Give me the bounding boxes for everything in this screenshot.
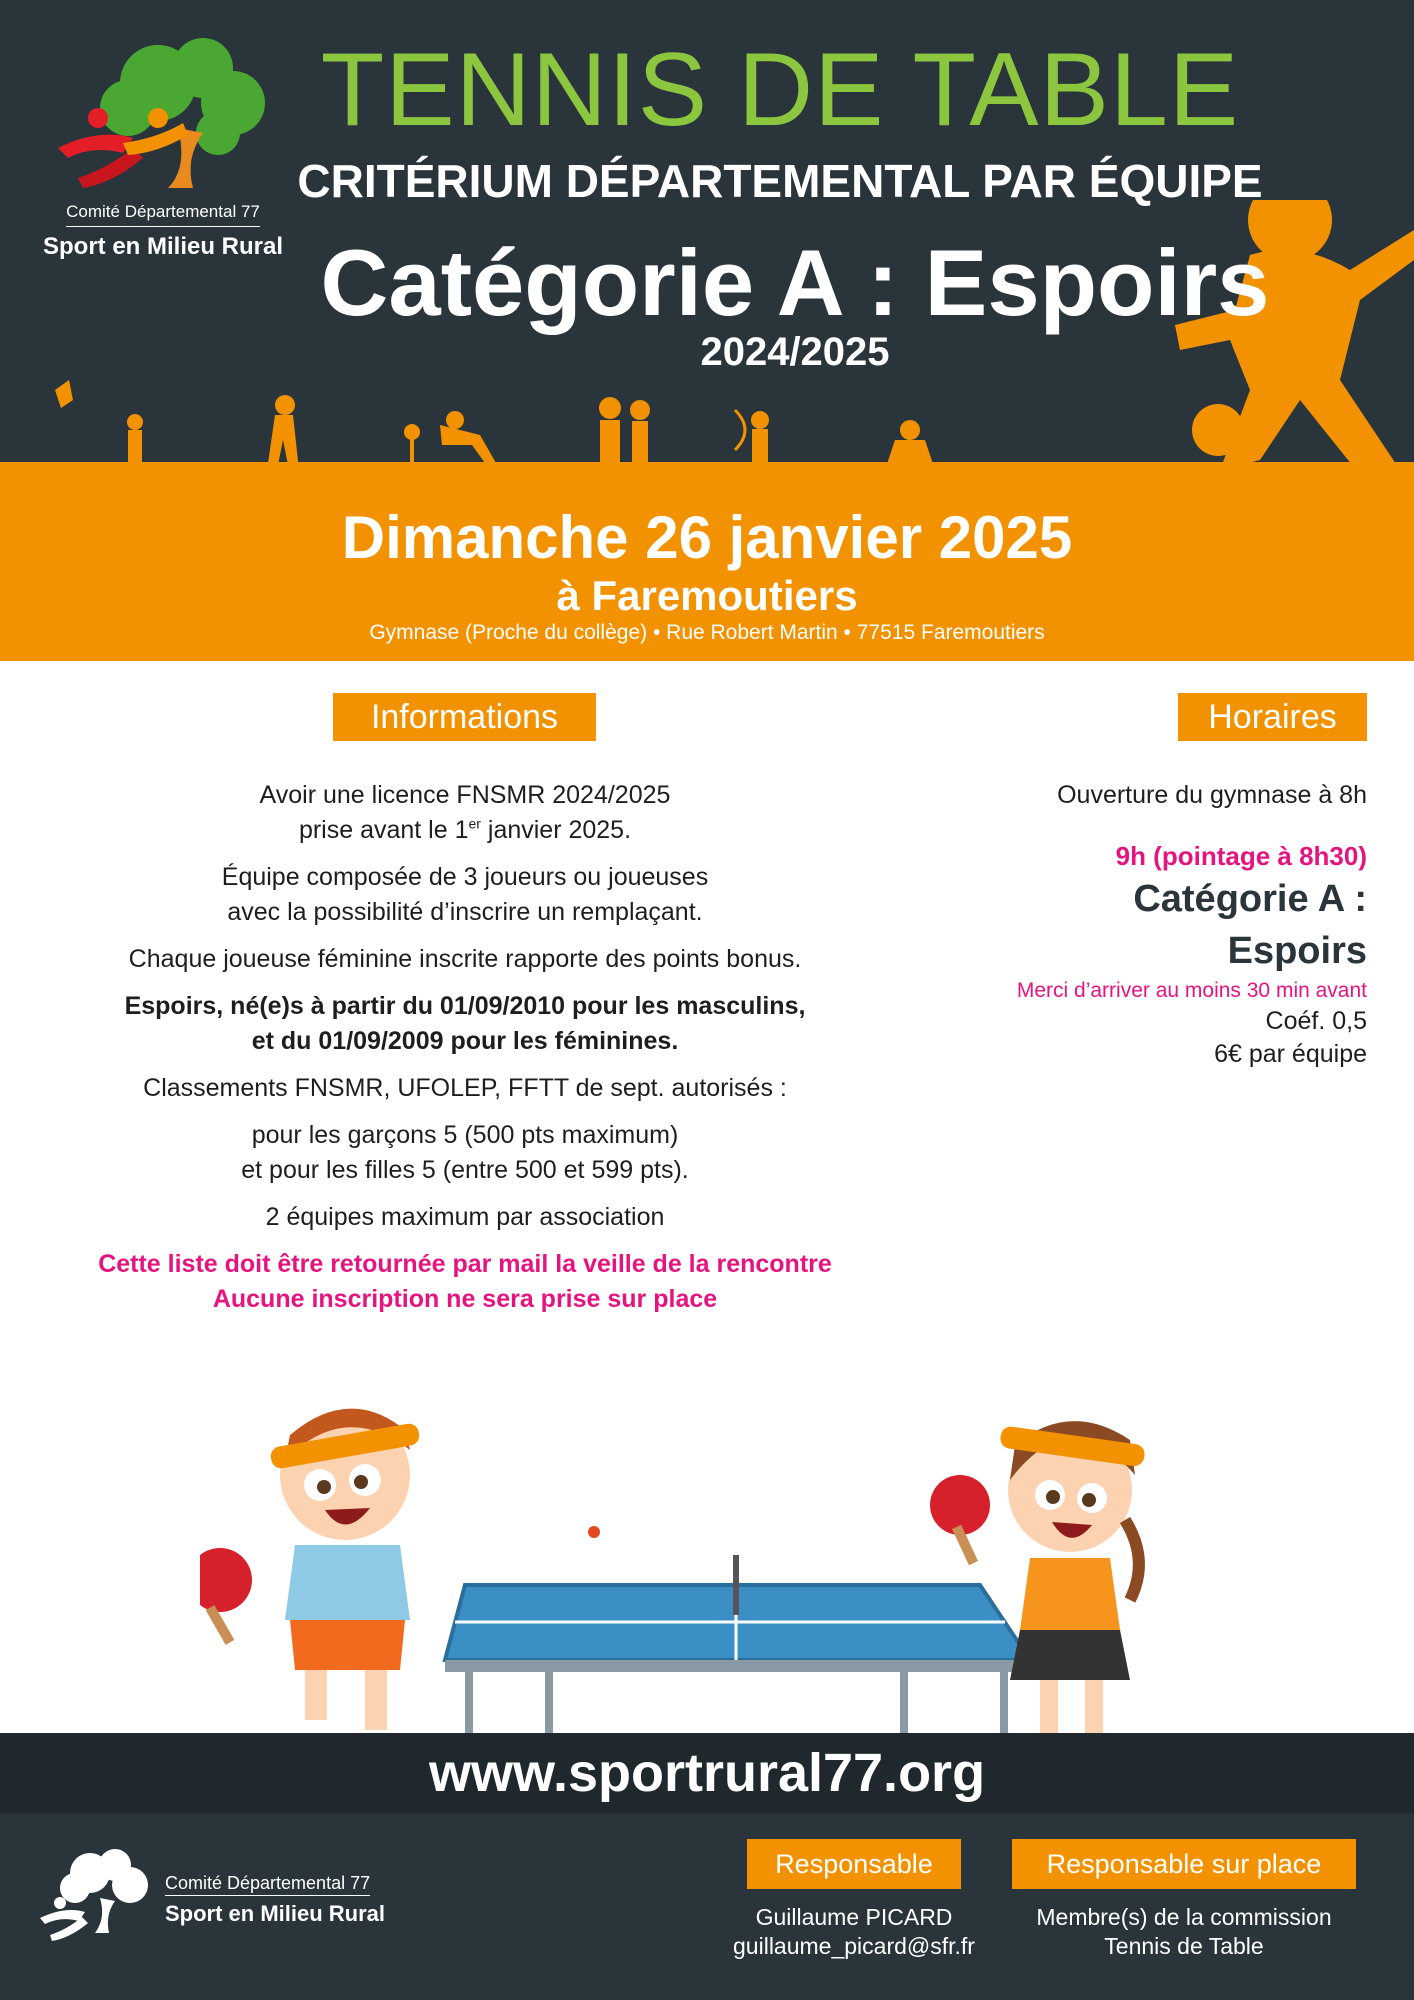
licence-line-2b: janvier 2025. xyxy=(480,816,632,844)
max-teams-rule: 2 équipes maximum par association xyxy=(265,1203,665,1231)
onsite-responsable-label: Responsable sur place xyxy=(1012,1839,1356,1889)
horaires-heading: Horaires xyxy=(1178,693,1367,741)
responsable-contact xyxy=(704,1903,1004,1961)
age-eligibility xyxy=(30,989,900,1059)
warning-line-2: Aucune inscription ne sera prise sur place xyxy=(212,1285,718,1313)
website-link[interactable]: www.sportrural77.org xyxy=(428,1743,986,1803)
footer-committee-logo xyxy=(30,1843,410,1963)
age-line-2: et du 01/09/2009 pour les féminines. xyxy=(251,1027,679,1055)
footer-logo-divider xyxy=(165,1895,370,1896)
licence-line-2-sup: er xyxy=(468,815,481,832)
team-line-1: Équipe composée de 3 joueurs ou joueuses xyxy=(221,863,709,891)
event-date: Dimanche 26 janvier 2025 xyxy=(341,504,1073,571)
footer-logo-committee-line: Comité Départemental 77 xyxy=(165,1873,371,1893)
responsable-email-link[interactable]: guillaume_picard@sfr.fr xyxy=(733,1933,975,1959)
tree-athletes-logo-icon xyxy=(28,28,298,198)
bonus-points-rule: Chaque joueuse féminine inscrite rapporte des points bonus. xyxy=(128,945,802,973)
onsite-line-1: Membre(s) de la commission xyxy=(1036,1904,1332,1930)
informations-section xyxy=(30,778,900,1329)
event-address: Gymnase (Proche du collège) • Rue Robert Martin • 77515 Faremoutiers xyxy=(369,621,1045,644)
team-composition xyxy=(30,860,900,930)
rankings-rule: Classements FNSMR, UFOLEP, FFTT de sept. autorisés : xyxy=(143,1074,787,1102)
price-per-team: 6€ par équipe xyxy=(1214,1040,1367,1068)
event-town: à Faremoutiers xyxy=(556,572,858,619)
age-line-1: Espoirs, né(e)s à partir du 01/09/2010 pour les masculins, xyxy=(124,992,806,1020)
committee-logo xyxy=(28,28,298,268)
gym-opening-time: Ouverture du gymnase à 8h xyxy=(1057,781,1367,809)
category-title: Catégorie A : Espoirs xyxy=(320,230,1270,335)
team-line-2: avec la possibilité d’inscrire un remplaçant. xyxy=(227,898,703,926)
schedule-category-line-2: Espoirs xyxy=(1227,930,1367,972)
kids-playing-table-tennis-illustration xyxy=(200,1380,1220,1735)
competition-subtitle: CRITÉRIUM DÉPARTEMENTAL PAR ÉQUIPE xyxy=(297,155,1263,207)
boys-limit: pour les garçons 5 (500 pts maximum) xyxy=(251,1121,679,1149)
logo-committee-line: Comité Départemental 77 xyxy=(66,202,260,221)
responsable-label: Responsable xyxy=(747,1839,961,1889)
schedule-category xyxy=(900,873,1367,977)
registration-warning xyxy=(30,1247,900,1317)
girls-limit: et pour les filles 5 (entre 500 et 599 pts). xyxy=(241,1156,689,1184)
tree-athletes-logo-white-icon xyxy=(30,1843,160,1943)
logo-organization-name: Sport en Milieu Rural xyxy=(42,233,284,260)
header-banner xyxy=(0,0,1414,478)
arrival-note: Merci d’arriver au moins 30 min avant xyxy=(1016,979,1367,1002)
informations-heading: Informations xyxy=(333,693,596,741)
schedule-category-line-1: Catégorie A : xyxy=(1133,878,1367,920)
footer xyxy=(0,1813,1414,2000)
points-limits xyxy=(30,1118,900,1188)
footer-logo-organization-name: Sport en Milieu Rural xyxy=(165,1901,386,1926)
page-title: TENNIS DE TABLE xyxy=(320,32,1240,148)
onsite-responsable-info xyxy=(1012,1903,1356,1961)
licence-line-1: Avoir une licence FNSMR 2024/2025 xyxy=(259,781,671,809)
start-time: 9h (pointage à 8h30) xyxy=(1115,841,1367,871)
event-date-band xyxy=(0,478,1414,661)
licence-line-2a: prise avant le 1 xyxy=(298,816,469,844)
responsable-name: Guillaume PICARD xyxy=(755,1904,953,1930)
horaires-section xyxy=(900,778,1367,1071)
coefficient: Coéf. 0,5 xyxy=(1265,1007,1367,1035)
licence-requirement xyxy=(30,778,900,848)
warning-line-1: Cette liste doit être retournée par mail la veille de la rencontre xyxy=(98,1250,832,1278)
logo-divider xyxy=(66,226,260,227)
season-label: 2024/2025 xyxy=(700,330,890,374)
website-bar xyxy=(0,1733,1414,1813)
onsite-line-2: Tennis de Table xyxy=(1104,1933,1264,1959)
